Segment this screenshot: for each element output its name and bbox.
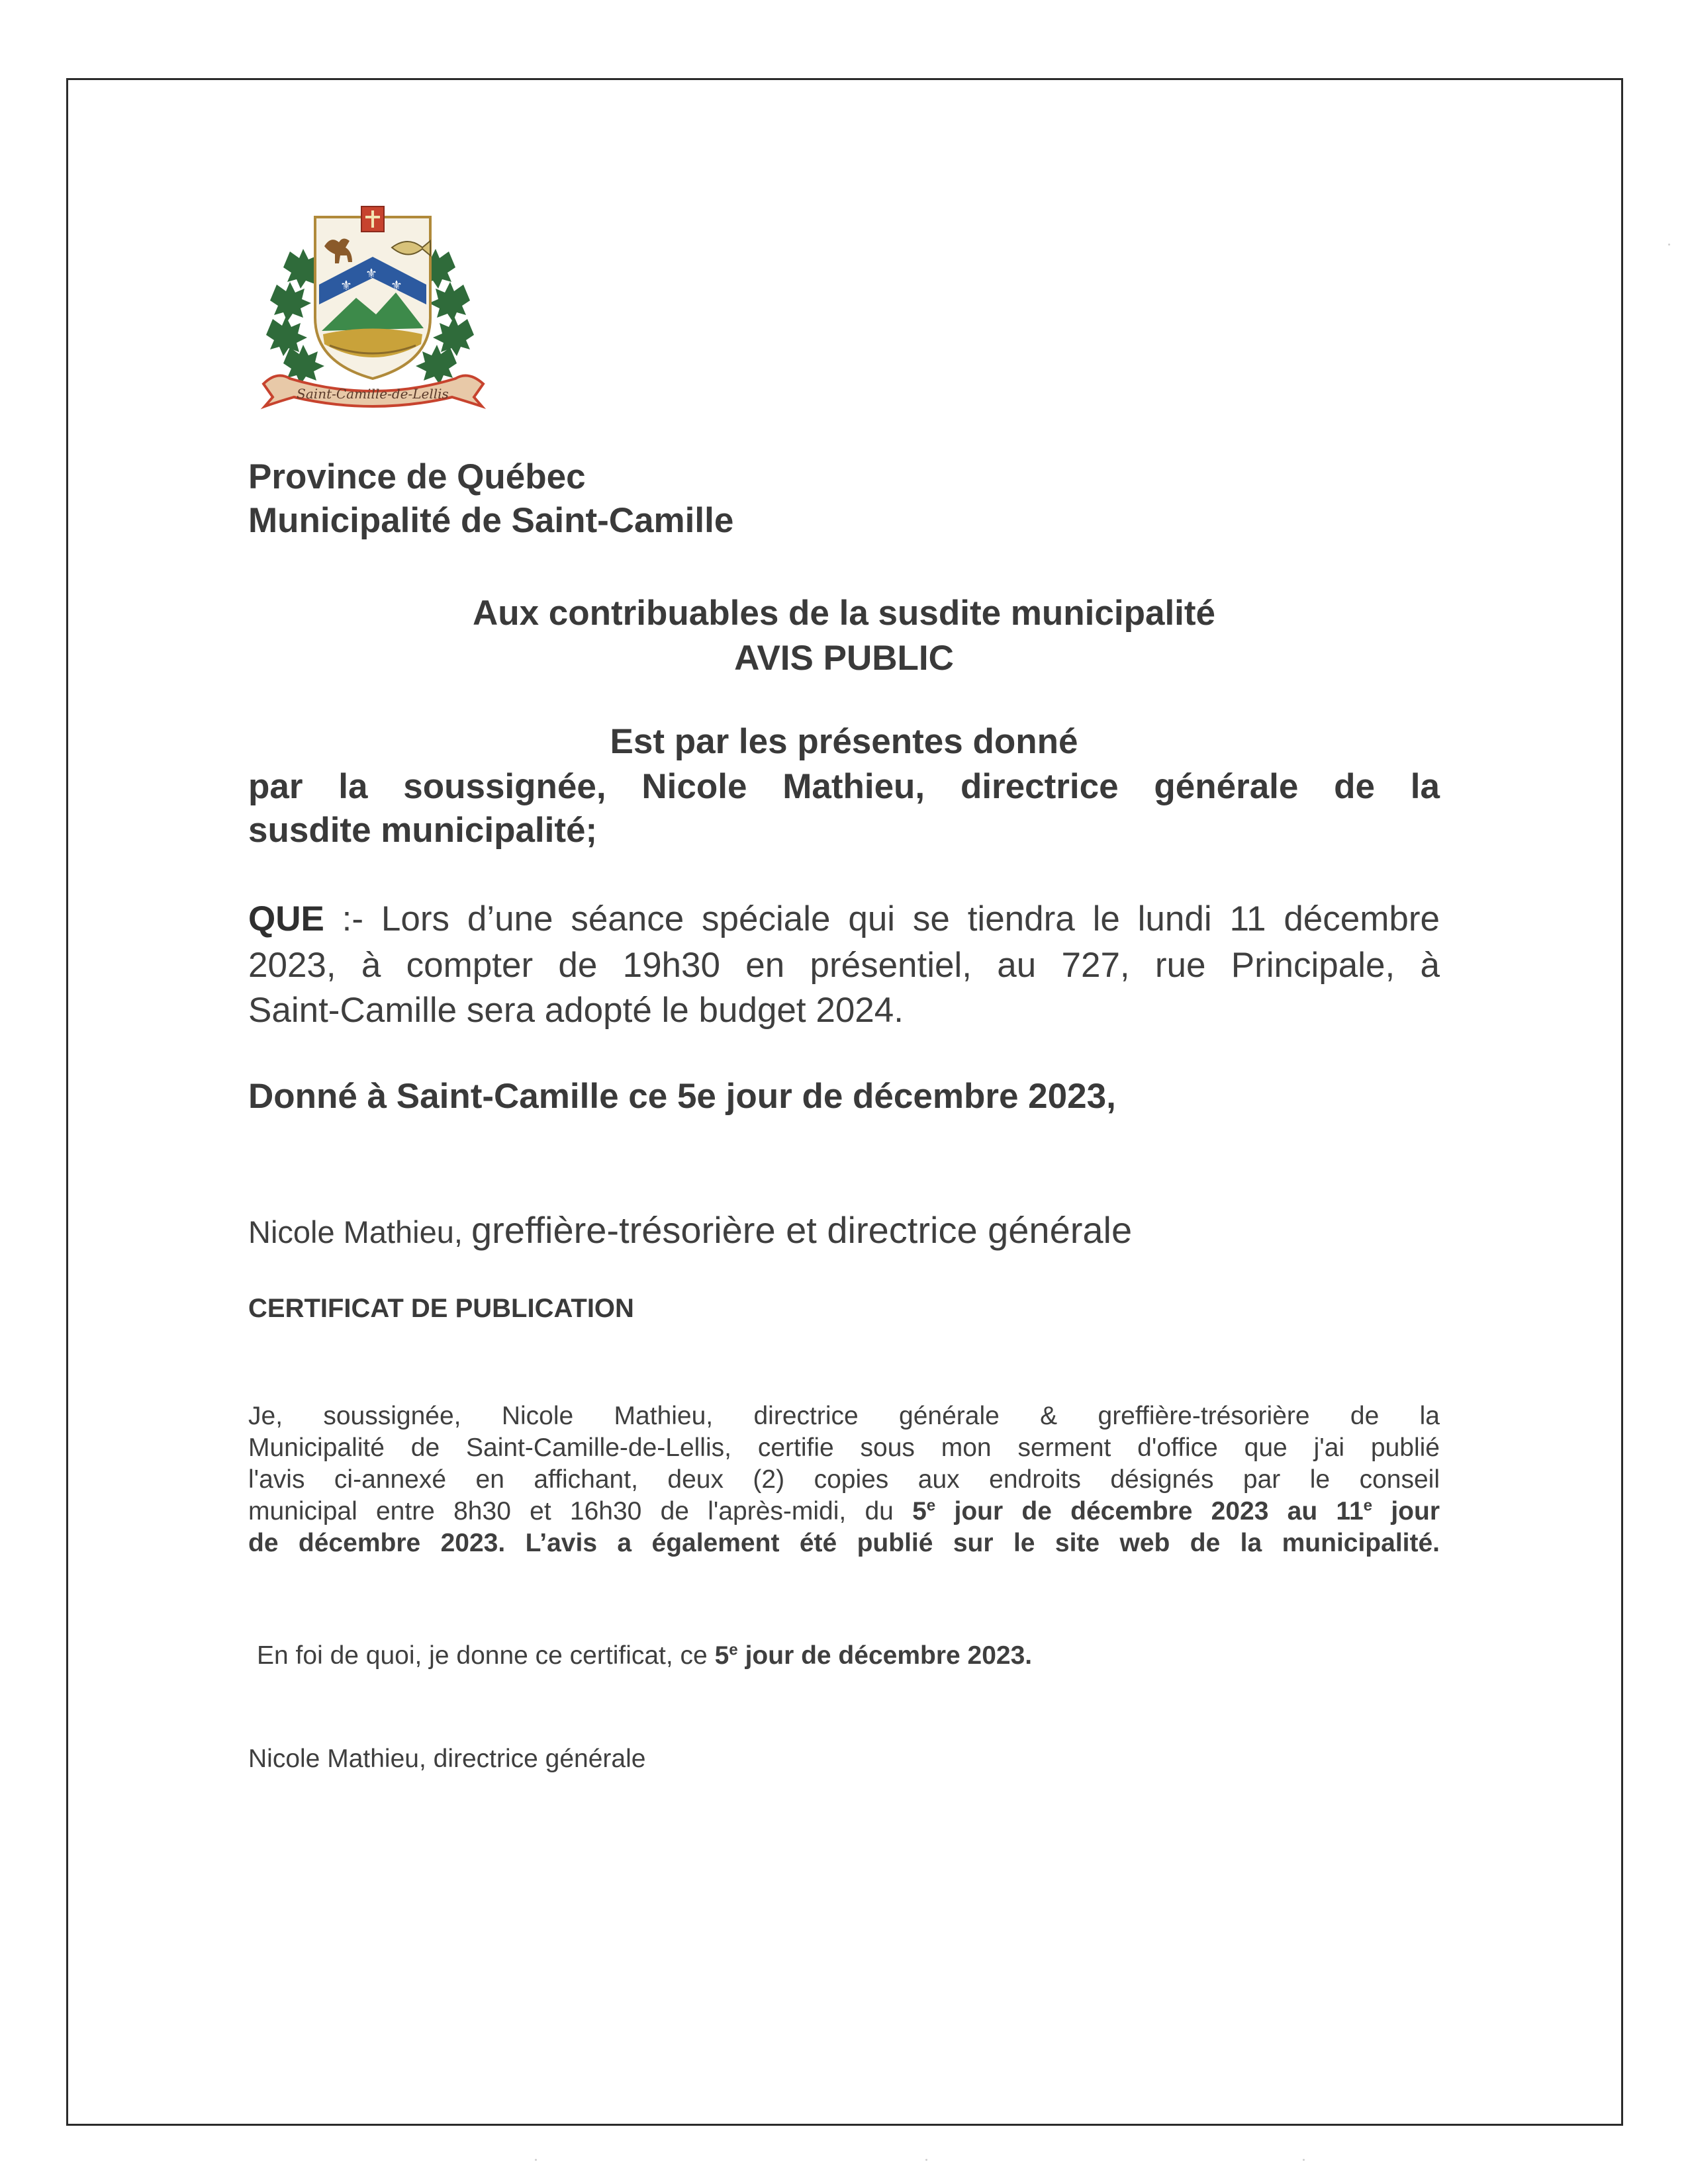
que-text-1: :- Lors d’une séance spéciale qui se tiendra le lundi 11 décembre <box>324 899 1440 938</box>
signature-line <box>248 1208 1132 1251</box>
scan-speck <box>925 2159 927 2161</box>
svg-text:⚜: ⚜ <box>391 277 402 293</box>
que-line-1 <box>248 899 1440 939</box>
municipal-crest <box>250 205 498 416</box>
cert-line-5: de décembre 2023. L’avis a également été publié sur le site web de la municipalité. <box>248 1529 1440 1557</box>
cert-line-3: l'avis ci-annexé en affichant, deux (2) copies aux endroits désignés par le conseil <box>248 1465 1440 1494</box>
scan-speck <box>1668 244 1670 246</box>
cert-signoff: Nicole Mathieu, directrice générale <box>248 1745 646 1773</box>
faith-text: En foi de quoi, je donne ce certificat, ce <box>257 1641 715 1670</box>
given-date-line: Donné à Saint-Camille ce 5e jour de décembre 2023, <box>248 1077 1116 1116</box>
scan-speck <box>1303 2159 1305 2161</box>
svg-text:⚜: ⚜ <box>365 265 377 281</box>
signature-title: greffière-trésorière et directrice générale <box>471 1209 1133 1251</box>
faith-date: 5e jour de décembre 2023. <box>714 1641 1033 1670</box>
cert-line-4-text: municipal entre 8h30 et 16h30 de l'après-midi, du <box>248 1497 913 1525</box>
given-line-2: par la soussignée, Nicole Mathieu, directrice générale de la <box>248 767 1440 806</box>
crest-banner-text: Saint-Camille-de-Lellis <box>297 386 449 402</box>
municipality-line: Municipalité de Saint-Camille <box>248 501 734 540</box>
que-line-3: Saint-Camille sera adopté le budget 2024. <box>248 991 904 1030</box>
svg-text:⚜: ⚜ <box>340 277 352 293</box>
que-line-2: 2023, à compter de 19h30 en présentiel, au 727, rue Principale, à <box>248 946 1440 985</box>
cert-line-2: Municipalité de Saint-Camille-de-Lellis, certifie sous mon serment d'office que j'ai publié <box>248 1433 1440 1462</box>
audience-line: Aux contribuables de la susdite municipalité <box>472 594 1216 633</box>
given-line-3: susdite municipalité; <box>248 811 598 850</box>
given-line-1: Est par les présentes donné <box>610 722 1078 761</box>
notice-title: AVIS PUBLIC <box>734 639 954 678</box>
province-line: Province de Québec <box>248 457 586 496</box>
scan-speck <box>535 2159 537 2161</box>
faith-line <box>257 1641 1032 1670</box>
cert-line-4 <box>248 1497 1440 1526</box>
cert-date-start: 5e jour de décembre 2023 au 11e jour <box>912 1496 1440 1525</box>
que-label: QUE <box>248 899 324 938</box>
signature-name: Nicole Mathieu, <box>248 1214 471 1250</box>
cert-line-1: Je, soussignée, Nicole Mathieu, directrice générale & greffière-trésorière de la <box>248 1402 1440 1430</box>
certificate-heading: CERTIFICAT DE PUBLICATION <box>248 1294 634 1323</box>
